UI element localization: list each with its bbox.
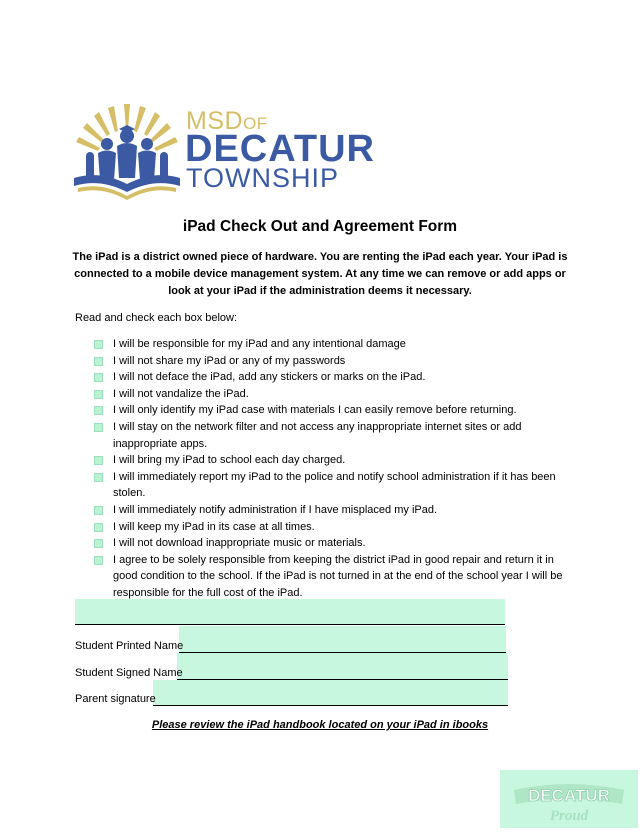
checklist-item: I will be responsible for my iPad and any intentional damage (94, 336, 564, 353)
checkbox[interactable] (94, 539, 103, 548)
blank-fill-field[interactable] (75, 599, 505, 624)
checklist-item: I will bring my iPad to school each day charged. (94, 452, 564, 469)
handbook-note: Please review the iPad handbook located on your iPad in ibooks (151, 719, 489, 731)
agreement-checklist (94, 336, 564, 602)
checkbox[interactable] (94, 473, 103, 482)
logo-text-township: TOWNSHIP (186, 163, 340, 193)
student-printed-name-label: Student Printed Name (75, 640, 184, 652)
checklist-item: I will immediately report my iPad to the police and notify school administration if it has been stolen. (94, 469, 564, 502)
decatur-proud-logo (500, 770, 638, 828)
student-signed-name-label: Student Signed Name (75, 667, 183, 679)
instruction-text: Read and check each box below: (75, 312, 238, 324)
checklist-item: I will not deface the iPad, add any stickers or marks on the iPad. (94, 369, 564, 386)
checklist-item: I will not download inappropriate music or materials. (94, 535, 564, 552)
form-title: iPad Check Out and Agreement Form (182, 218, 458, 235)
logo-text-decatur: DECATUR (185, 128, 375, 170)
checkbox[interactable] (94, 456, 103, 465)
checkbox[interactable] (94, 556, 103, 565)
checkbox[interactable] (94, 406, 103, 415)
checkbox[interactable] (94, 523, 103, 532)
blank-line (75, 624, 505, 625)
checklist-item: I will stay on the network filter and not access any inappropriate internet sites or add inappropriate apps. (94, 419, 564, 452)
svg-text:Proud: Proud (549, 808, 589, 824)
checkbox[interactable] (94, 506, 103, 515)
student-printed-name-field[interactable] (179, 626, 506, 652)
checklist-item: I will not share my iPad or any of my passwords (94, 353, 564, 370)
logo-text-msd-of: MSDOF (186, 107, 268, 135)
decatur-proud-badge (500, 770, 638, 828)
open-book-icon (74, 175, 180, 200)
intro-paragraph: The iPad is a district owned piece of hardware. You are renting the iPad each year. Your iPad is connected to a mobile device management system. At any time we can remove or add apps or look at your iPad if the administration deems it necessary. (72, 251, 568, 297)
checklist-item: I agree to be solely responsible from keeping the district iPad in good repair and return it in good condition to the school. If the iPad is not turned in at the end of the school year I will be responsible for the full cost of the iPad. (94, 552, 564, 602)
checkbox[interactable] (94, 373, 103, 382)
parent-signature-label: Parent signature (75, 693, 156, 705)
svg-text:DECATUR: DECATUR (528, 786, 610, 805)
checkbox[interactable] (94, 390, 103, 399)
checklist-item: I will only identify my iPad case with materials I can easily remove before returning. (94, 402, 564, 419)
checklist-item: I will immediately notify administration if I have misplaced my iPad. (94, 502, 564, 519)
checklist-item: I will keep my iPad in its case at all times. (94, 519, 564, 536)
student-signed-name-field[interactable] (177, 653, 508, 679)
checkbox[interactable] (94, 357, 103, 366)
parent-signature-field[interactable] (153, 680, 508, 706)
checkbox[interactable] (94, 340, 103, 349)
parent-signature-line (153, 705, 508, 706)
checklist-item: I will not vandalize the iPad. (94, 386, 564, 403)
checkbox[interactable] (94, 423, 103, 432)
